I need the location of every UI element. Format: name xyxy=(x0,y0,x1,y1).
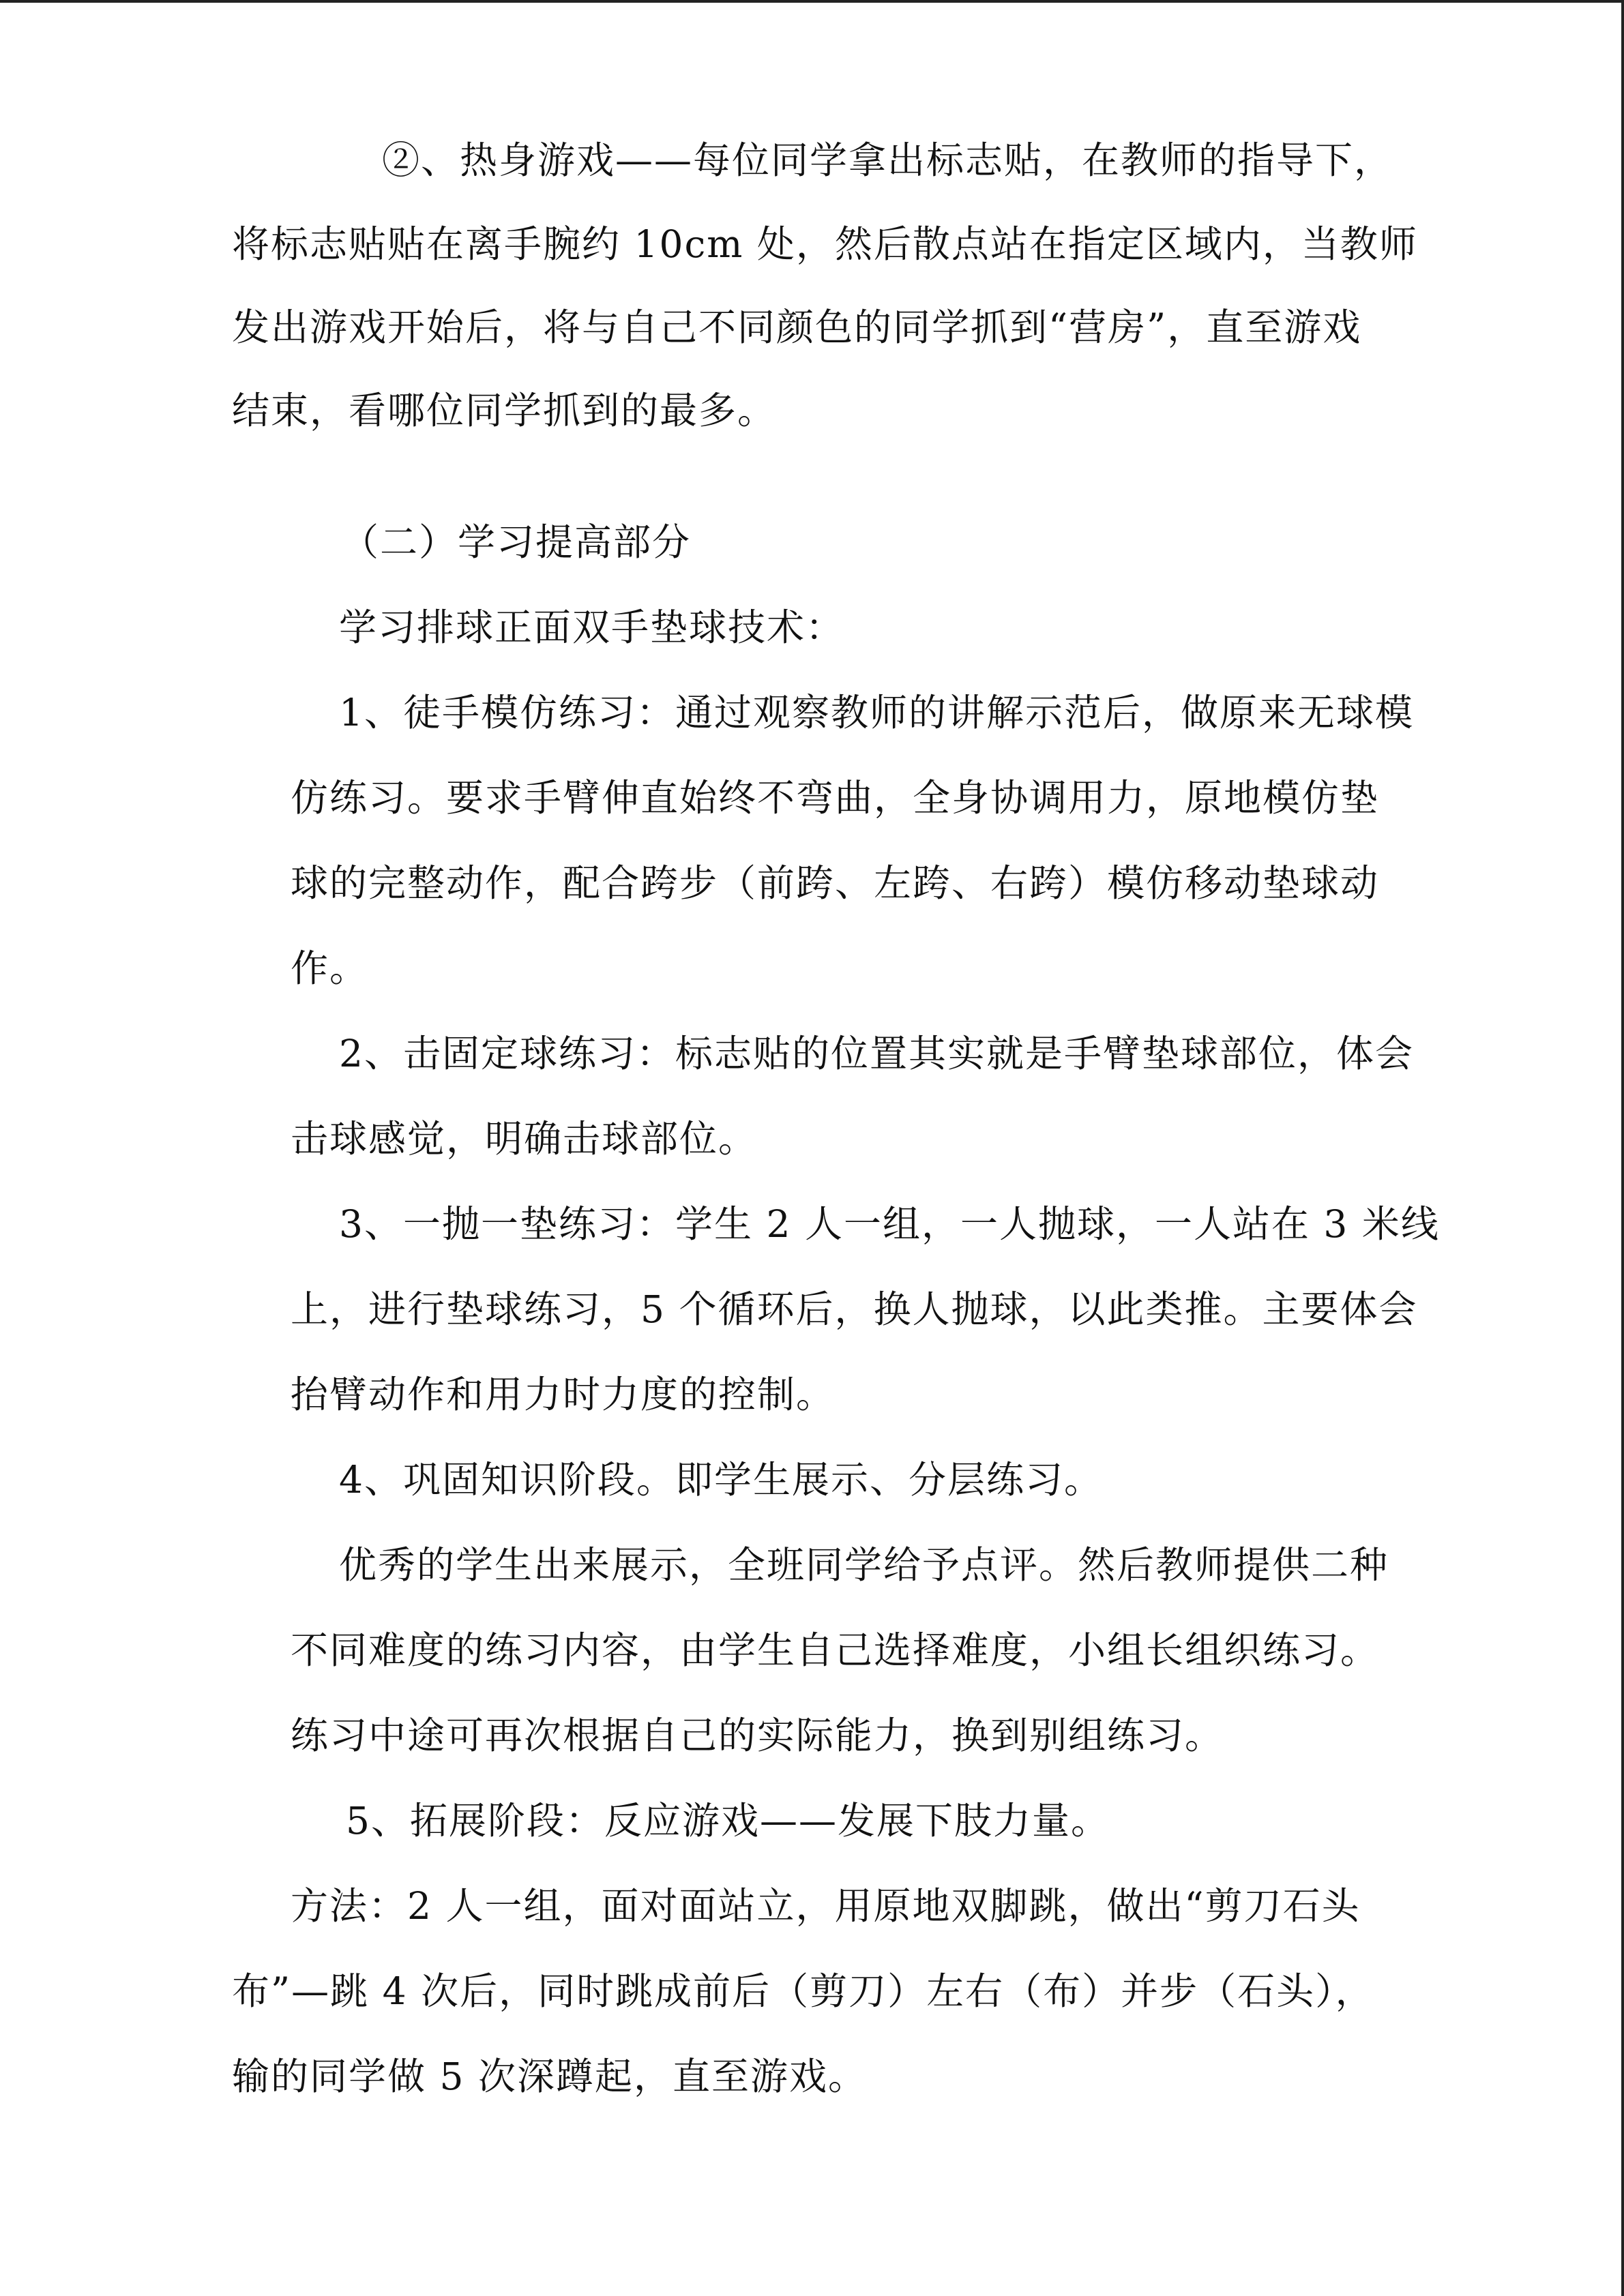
step4-line-1: 4、巩固知识阶段。即学生展示、分层练习。 xyxy=(339,1458,1103,1502)
step1-line-3: 球的完整动作，配合跨步（前跨、左跨、右跨）模仿移动垫球动 xyxy=(291,861,1380,905)
warmup-game-line-1: ②、热身游戏——每位同学拿出标志贴，在教师的指导下， xyxy=(382,138,1393,182)
step3-line-1: 3、一抛一垫练习：学生 2 人一组，一人抛球，一人站在 3 米线 xyxy=(339,1202,1440,1246)
step4-detail-line-1: 优秀的学生出来展示，全班同学给予点评。然后教师提供二种 xyxy=(339,1543,1389,1587)
method-line-3: 输的同学做 5 次深蹲起，直至游戏。 xyxy=(232,2055,867,2098)
warmup-game-line-2: 将标志贴贴在离手腕约 10cm 处，然后散点站在指定区域内，当教师 xyxy=(232,222,1418,266)
method-line-2: 布”—跳 4 次后，同时跳成前后（剪刀）左右（布）并步（石头）， xyxy=(232,1969,1374,2013)
step1-line-1: 1、徒手模仿练习：通过观察教师的讲解示范后，做原来无球模 xyxy=(339,691,1414,734)
warmup-game-line-4: 结束，看哪位同学抓到的最多。 xyxy=(232,389,777,432)
method-line-1: 方法：2 人一组，面对面站立，用原地双脚跳，做出“剪刀石头 xyxy=(291,1884,1361,1928)
step4-detail-line-2: 不同难度的练习内容，由学生自己选择难度，小组长组织练习。 xyxy=(291,1628,1380,1672)
section-heading: （二）学习提高部分 xyxy=(341,520,692,564)
step3-line-2: 上，进行垫球练习，5 个循环后，换人抛球，以此类推。主要体会 xyxy=(291,1287,1418,1331)
warmup-game-line-3: 发出游戏开始后，将与自己不同颜色的同学抓到“营房”，直至游戏 xyxy=(232,305,1362,349)
learn-intro: 学习排球正面双手垫球技术： xyxy=(339,606,845,649)
step1-line-2: 仿练习。要求手臂伸直始终不弯曲，全身协调用力，原地模仿垫 xyxy=(291,776,1380,820)
step3-line-3: 抬臂动作和用力时力度的控制。 xyxy=(291,1373,836,1416)
step2-line-1: 2、击固定球练习：标志贴的位置其实就是手臂垫球部位，体会 xyxy=(339,1032,1414,1075)
step5-line-1: 5、拓展阶段：反应游戏——发展下肢力量。 xyxy=(346,1799,1110,1843)
step4-detail-line-3: 练习中途可再次根据自己的实际能力，换到别组练习。 xyxy=(291,1714,1224,1757)
step2-line-2: 击球感觉，明确击球部位。 xyxy=(291,1117,758,1161)
step1-line-4: 作。 xyxy=(291,946,369,990)
